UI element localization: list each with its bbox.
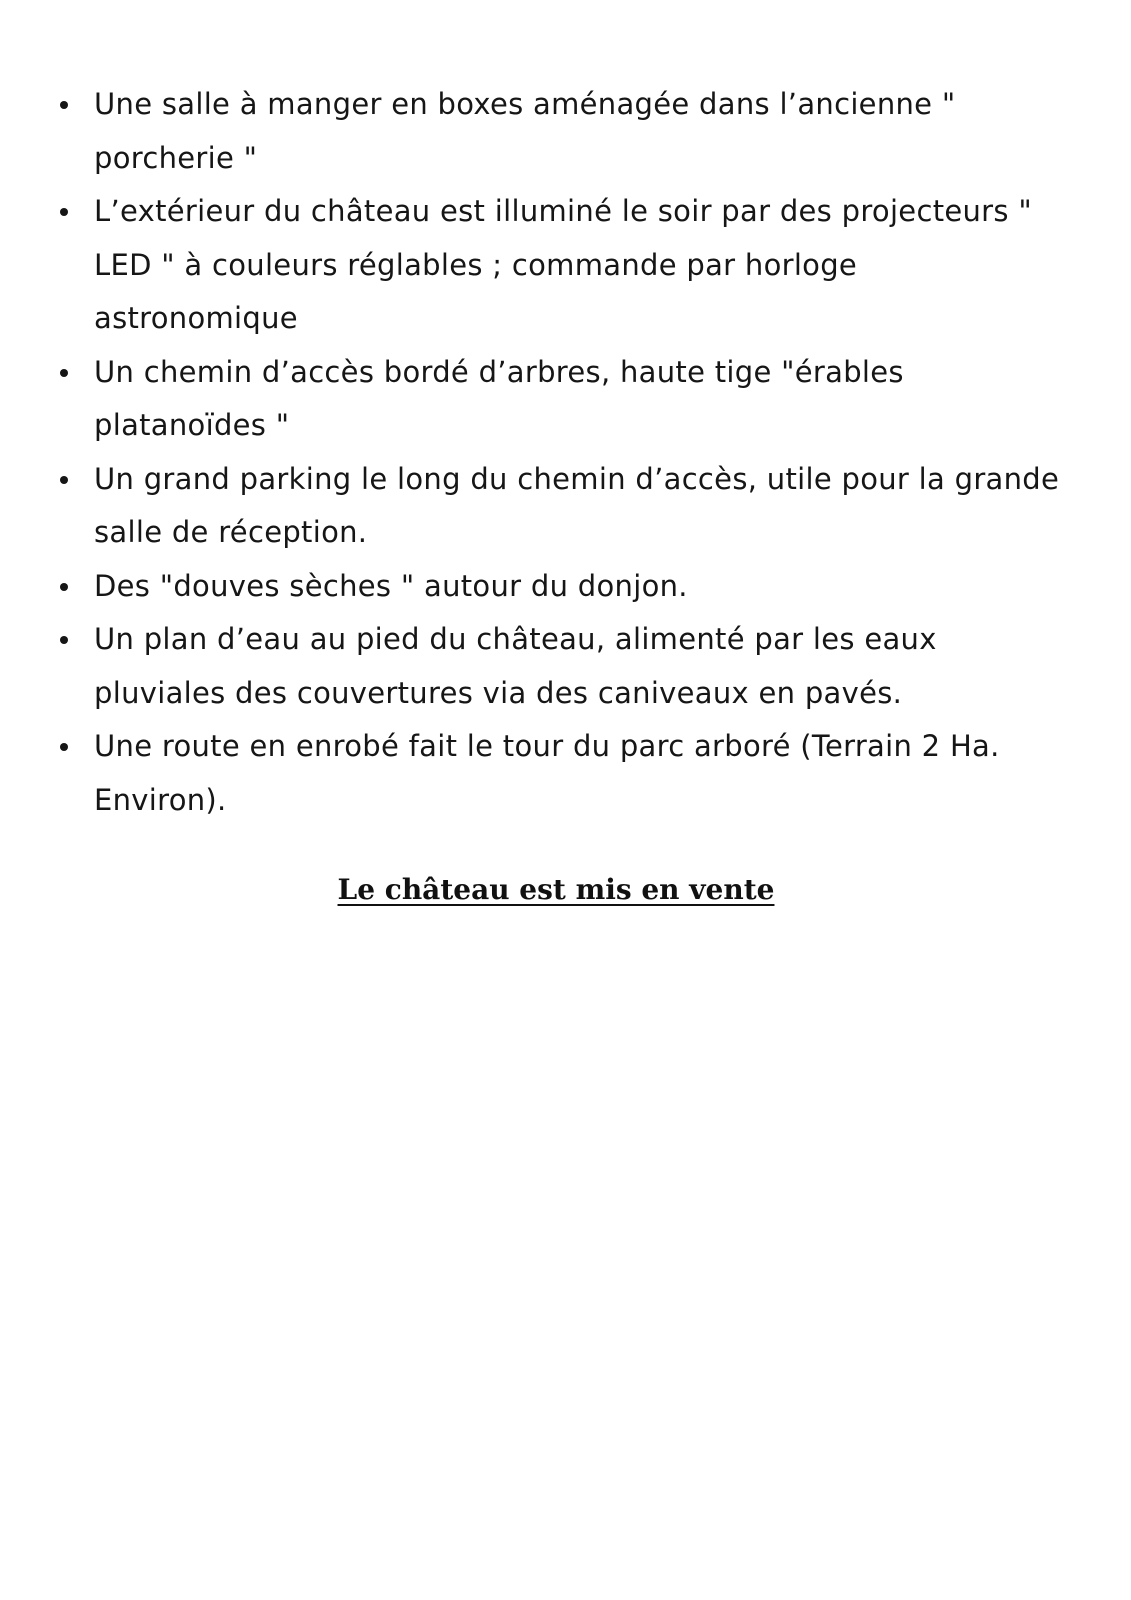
list-item-text: Des "douves sèches " autour du donjon. — [94, 568, 688, 603]
bullet-icon — [60, 208, 68, 216]
closing-heading: Le château est mis en vente — [337, 873, 775, 906]
list-item — [60, 560, 1070, 614]
bullet-icon — [60, 369, 68, 377]
list-item-text: Un grand parking le long du chemin d’accès, utile pour la grande salle de réception. — [94, 461, 1060, 549]
list-item — [60, 346, 1070, 453]
list-item — [60, 453, 1070, 560]
list-item-text: Une salle à manger en boxes aménagée dans l’ancienne " porcherie " — [94, 87, 956, 175]
feature-list — [60, 78, 1070, 827]
bullet-icon — [60, 636, 68, 644]
bullet-icon — [60, 583, 68, 591]
list-item-text: Un plan d’eau au pied du château, alimenté par les eaux pluviales des couvertures via des caniveaux en pavés. — [94, 622, 937, 710]
list-item — [60, 185, 1070, 346]
list-item — [60, 78, 1070, 185]
bullet-icon — [60, 743, 68, 751]
list-item — [60, 720, 1070, 827]
list-item — [60, 613, 1070, 720]
list-item-text: L’extérieur du château est illuminé le soir par des projecteurs " LED " à couleurs réglables ; commande par horloge astronomique — [94, 194, 1032, 335]
list-item-text: Un chemin d’accès bordé d’arbres, haute tige "érables platanoïdes " — [94, 354, 904, 442]
bullet-icon — [60, 476, 68, 484]
bullet-icon — [60, 101, 68, 109]
list-item-text: Une route en enrobé fait le tour du parc arboré (Terrain 2 Ha. Environ). — [94, 729, 1000, 817]
